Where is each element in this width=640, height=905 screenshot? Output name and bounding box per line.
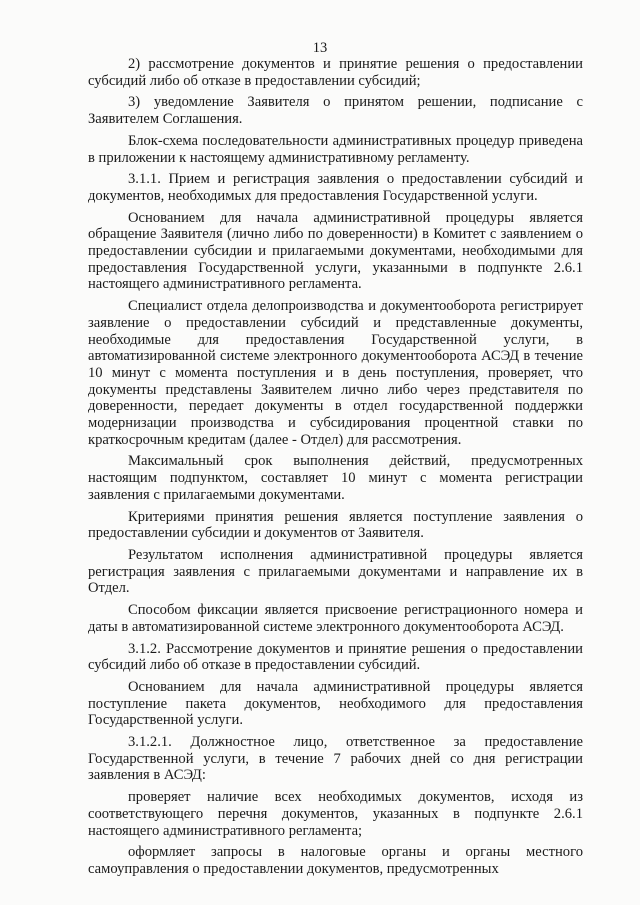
paragraph: Способом фиксации является присвоение регистрационного номера и даты в автоматизированной системе электронного документооборота АСЭД.	[88, 602, 583, 635]
paragraph: Максимальный срок выполнения действий, предусмотренных настоящим подпунктом, составляет 10 минут с момента регистрации заявления с прилагаемыми документами.	[88, 453, 583, 503]
paragraph: Результатом исполнения административной процедуры является регистрация заявления с прилагаемыми документами и направление их в Отдел.	[88, 546, 583, 597]
paragraph: 3.1.1. Прием и регистрация заявления о предоставлении субсидий и документов, необходимых для предоставления Государственной услуги.	[88, 171, 583, 204]
paragraph: 2) рассмотрение документов и принятие решения о предоставлении субсидий либо об отказе в предоставлении субсидий;	[88, 56, 583, 89]
paragraph: 3) уведомление Заявителя о принятом решении, подписание с Заявителем Соглашения.	[88, 94, 583, 128]
paragraph: Блок-схема последовательности административных процедур приведена в приложении к настоящему административному регламенту.	[88, 132, 583, 166]
paragraph: Специалист отдела делопроизводства и документооборота регистрирует заявление о предоставлении субсидий и представленные документы, необходимые для предоставления Государственной услуги, в автоматизированной системе электронного документооборота АСЭД в течение 10 минут с момента поступления и в день поступления, проверяет, что документы представлены Заявителем лично либо через представителя по доверенности, передает документы в отдел государственной поддержки модернизации производства и субсидирования процентной ставки по краткосрочным кредитам (далее - Отдел) для рассмотрения.	[88, 298, 583, 448]
paragraph: Основанием для начала административной процедуры является обращение Заявителя (лично либо по доверенности) в Комитет с заявлением о предоставлении субсидии и прилагаемыми документами, необходимыми для предоставления Государственной услуги, указанными в подпункте 2.6.1 настоящего административного регламента.	[88, 209, 583, 293]
paragraph: Основанием для начала административной процедуры является поступление пакета документов, необходимого для предоставления Государственной услуги.	[88, 678, 583, 729]
paragraph: Критериями принятия решения является поступление заявления о предоставлении субсидии и документов от Заявителя.	[88, 508, 583, 542]
page-number: 13	[312, 40, 328, 56]
paragraph: проверяет наличие всех необходимых документов, исходя из соответствующего перечня документов, указанных в подпункте 2.6.1 настоящего административного регламента;	[88, 789, 583, 839]
paragraph: оформляет запросы в налоговые органы и органы местного самоуправления о предоставлении документов, предусмотренных	[88, 844, 583, 877]
document-body	[88, 56, 583, 883]
paragraph: 3.1.2.1. Должностное лицо, ответственное за предоставление Государственной услуги, в течение 7 рабочих дней со дня регистрации заявления в АСЭД:	[88, 734, 583, 784]
paragraph: 3.1.2. Рассмотрение документов и принятие решения о предоставлении субсидий либо об отказе в предоставлении субсидий.	[88, 640, 583, 674]
